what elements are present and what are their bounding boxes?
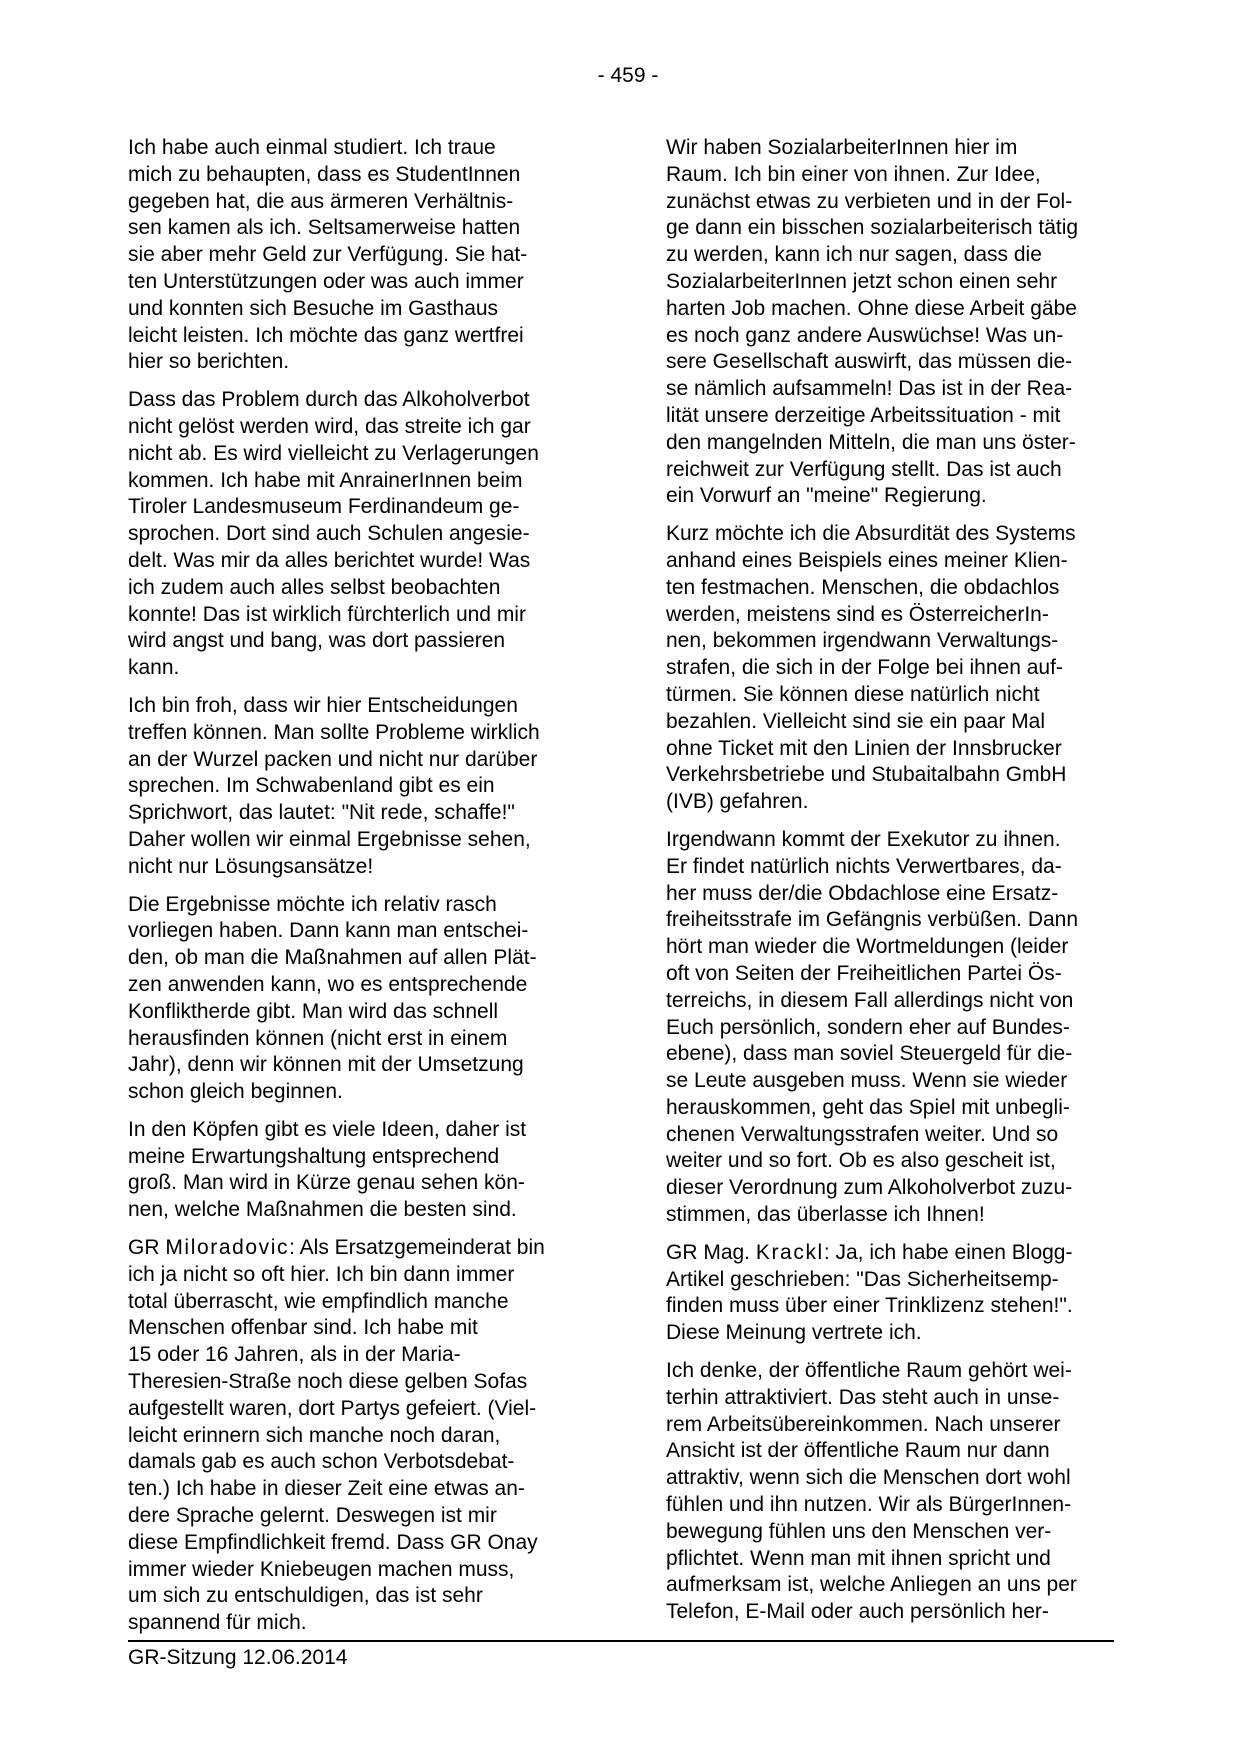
speech-paragraph: GR Mag. Krackl: Ja, ich habe einen Blogg- Artikel geschrieben: "Das Sicherheitsemp- finden muss über einer Trinklizenz stehen!". Diese Meinung vertrete ich. [666,1240,1073,1345]
paragraph: In den Köpfen gibt es viele Ideen, daher ist meine Erwartungshaltung entsprechend groß. Man wird in Kürze genau sehen kön- nen, welche Maßnahmen die besten sind. [128,1117,527,1222]
page-footer [128,1640,1114,1671]
speaker-name: Krackl [755,1240,824,1264]
paragraph: Wir haben SozialarbeiterInnen hier im Raum. Ich bin einer von ihnen. Zur Idee, zunächst etwas zu verbieten und in der Fol- ge dann ein bisschen sozialarbeiterisch tätig zu werden, kann ich nur sagen, dass die SozialarbeiterInnen jetzt schon einen sehr harten Job machen. Ohne diese Arbeit gäbe es noch ganz andere Auswüchse! Was un- sere Gesellschaft auswirft, das müssen die- se nämlich aufsammeln! Das ist in der Rea- lität unsere derzeitige Arbeitssituation - mit den mangelnden Mitteln, die man uns öster- reichweit zur Verfügung stellt. Das ist auch ein Vorwurf an "meine" Regierung. [666,136,1079,508]
speaker-name: Miloradovic [165,1236,290,1260]
page-body [128,135,1118,1648]
paragraph: Ich bin froh, dass wir hier Entscheidungen treffen können. Man sollte Probleme wirklich an der Wurzel packen und nicht nur darüber sprechen. Im Schwabenland gibt es ein Sprichwort, das lautet: "Nit rede, schaffe!" Daher wollen wir einmal Ergebnisse sehen, nicht nur Lösungsansätze! [128,693,540,878]
paragraph: Ich denke, der öffentliche Raum gehört wei- terhin attraktiviert. Das steht auch in unse- rem Arbeitsübereinkommen. Nach unserer Ansicht ist der öffentliche Raum nur dann attraktiv, wenn sich die Menschen dort wohl fühlen und ihn nutzen. Wir als BürgerInnen- bewegung fühlen uns den Menschen ver- pflichtet. Wenn man mit ihnen spricht und aufmerksam ist, welche Anliegen an uns per Telefon, E-Mail oder auch persönlich her- [666,1359,1077,1624]
paragraph: Kurz möchte ich die Absurdität des Systems anhand eines Beispiels eines meiner Klien- ten festmachen. Menschen, die obdachlos werden, meistens sind es ÖsterreicherIn- nen, bekommen irgendwann Verwaltungs- strafen, die sich in der Folge bei ihnen auf- türmen. Sie können diese natürlich nicht bezahlen. Vielleicht sind sie ein paar Mal ohne Ticket mit den Linien der Innsbrucker Verkehrsbetriebe und Stubaitalbahn GmbH (IVB) gefahren. [666,522,1076,814]
paragraph: Dass das Problem durch das Alkoholverbot nicht gelöst werden wird, das streite ich gar nicht ab. Es wird vielleicht zu Verlagerungen kommen. Ich habe mit AnrainerInnen beim Tiroler Landesmuseum Ferdinandeum ge- sprochen. Dort sind auch Schulen angesie- delt. Was mir da alles berichtet wurde! Was ich zudem auch alles selbst beobachten konnte! Das ist wirklich fürchterlich und mir wird angst und bang, was dort passieren kann. [128,388,539,680]
paragraph: Irgendwann kommt der Exekutor zu ihnen. Er findet natürlich nichts Verwertbares, da- her muss der/die Obdachlose eine Ersatz- freiheitsstrafe im Gefängnis verbüßen. Dann hört man wieder die Wortmeldungen (leider oft von Seiten der Freiheitlichen Partei Ös- terreichs, in diesem Fall allerdings nicht von Euch persönlich, sondern eher auf Bundes- ebene), dass man soviel Steuergeld für die- se Leute ausgeben muss. Wenn sie wieder herauskommen, geht das Spiel mit unbegli- chenen Verwaltungsstrafen weiter. Und so weiter und so fort. Ob es also gescheit ist, dieser Verordnung zum Alkoholverbot zuzu- stimmen, das überlasse ich Ihnen! [666,827,1079,1227]
paragraph: Die Ergebnisse möchte ich relativ rasch vorliegen haben. Dann kann man entschei- den, ob man die Maßnahmen auf allen Plät- zen anwenden kann, wo es entsprechende Konfliktherde gibt. Man wird das schnell herausfinden können (nicht erst in einem Jahr), denn wir können mit der Umsetzung schon gleich beginnen. [128,892,537,1104]
footer-label: GR-Sitzung 12.06.2014 [128,1646,348,1669]
page-number: - 459 - [597,64,659,87]
text-column-right [666,135,1118,1648]
speech-paragraph: GR Miloradovic: Als Ersatzgemeinderat bin ich ja nicht so oft hier. Ich bin dann immer total überrascht, wie empfindlich manche Menschen offenbar sind. Ich habe mit 15 oder 16 Jahren, als in der Maria- Theresien-Straße noch diese gelben Sofas aufgestellt waren, dort Partys gefeiert. (Viel- leicht erinnern sich manche noch daran, damals gab es auch schon Verbotsdebat- ten.) Ich habe in dieser Zeit eine etwas an- dere Sprache gelernt. Deswegen ist mir diese Empfindlichkeit fremd. Dass GR Onay immer wieder Kniebeugen machen muss, um sich zu entschuldigen, das ist sehr spannend für mich. [128,1236,545,1635]
text-column-left [128,135,614,1648]
paragraph: Ich habe auch einmal studiert. Ich traue mich zu behaupten, dass es StudentInnen gegeben hat, die aus ärmeren Verhältnis- sen kamen als ich. Seltsamerweise hatten sie aber mehr Geld zur Verfügung. Sie hat- ten Unterstützungen oder was auch immer und konnten sich Besuche im Gasthaus leicht leisten. Ich möchte das ganz wertfrei hier so berichten. [128,136,528,374]
